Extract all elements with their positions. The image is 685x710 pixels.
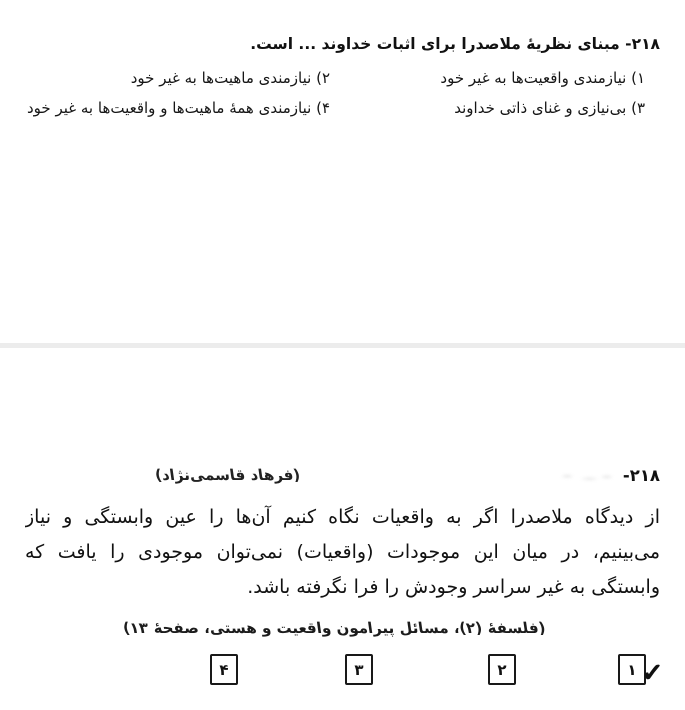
options-grid bbox=[25, 63, 660, 123]
answer-number: ۲۱۸- bbox=[622, 465, 660, 485]
author-credit: (فرهاد قاسمی‌نژاد) bbox=[153, 466, 302, 484]
answer-section bbox=[0, 460, 685, 694]
answer-explanation bbox=[25, 500, 660, 605]
source-citation: (فلسفهٔ (۲)، مسائل پیرامون واقعیت و هستی، صفحهٔ ۱۳) bbox=[121, 619, 547, 637]
explanation-line-2: می‌بینیم، در میان این موجودات (واقعیات) نمی‌توان موجودی را یافت که bbox=[25, 541, 660, 563]
answer-number-wrap bbox=[561, 466, 660, 485]
question-option-2: ۲) نیازمندی ماهیت‌ها به غیر خود bbox=[130, 69, 330, 87]
explanation-line-3: وابستگی به غیر سراسر وجودش را فرا نگرفته باشد. bbox=[247, 576, 660, 598]
choice-box-3: ۳ bbox=[345, 654, 373, 685]
choice-box-4: ۴ bbox=[210, 654, 238, 685]
answer-choices-row bbox=[0, 652, 685, 694]
question-number: ۲۱۸- bbox=[625, 35, 660, 53]
choice-box-2: ۲ bbox=[488, 654, 516, 685]
faded-text-smudge bbox=[561, 471, 613, 484]
choice-box-1: ۱ bbox=[618, 654, 646, 685]
question-text: مبنای نظریهٔ ملاصدرا برای اثبات خداوند ... است. bbox=[250, 35, 620, 53]
question-header bbox=[25, 33, 660, 55]
answer-header bbox=[25, 460, 660, 490]
source-citation-row bbox=[25, 617, 660, 639]
section-divider bbox=[0, 343, 685, 348]
question-section bbox=[0, 0, 685, 123]
explanation-line-1: از دیدگاه ملاصدرا اگر به واقعیات نگاه کنیم آن‌ها را عین وابستگی و نیاز bbox=[25, 506, 660, 528]
question-option-3: ۳) بی‌نیازی و غنای ذاتی خداوند bbox=[454, 99, 645, 117]
question-option-4: ۴) نیازمندی همهٔ ماهیت‌ها و واقعیت‌ها به غیر خود bbox=[27, 99, 330, 117]
question-option-1: ۱) نیازمندی واقعیت‌ها به غیر خود bbox=[440, 69, 645, 87]
correct-answer-checkmark-icon: ✓ bbox=[641, 658, 664, 687]
